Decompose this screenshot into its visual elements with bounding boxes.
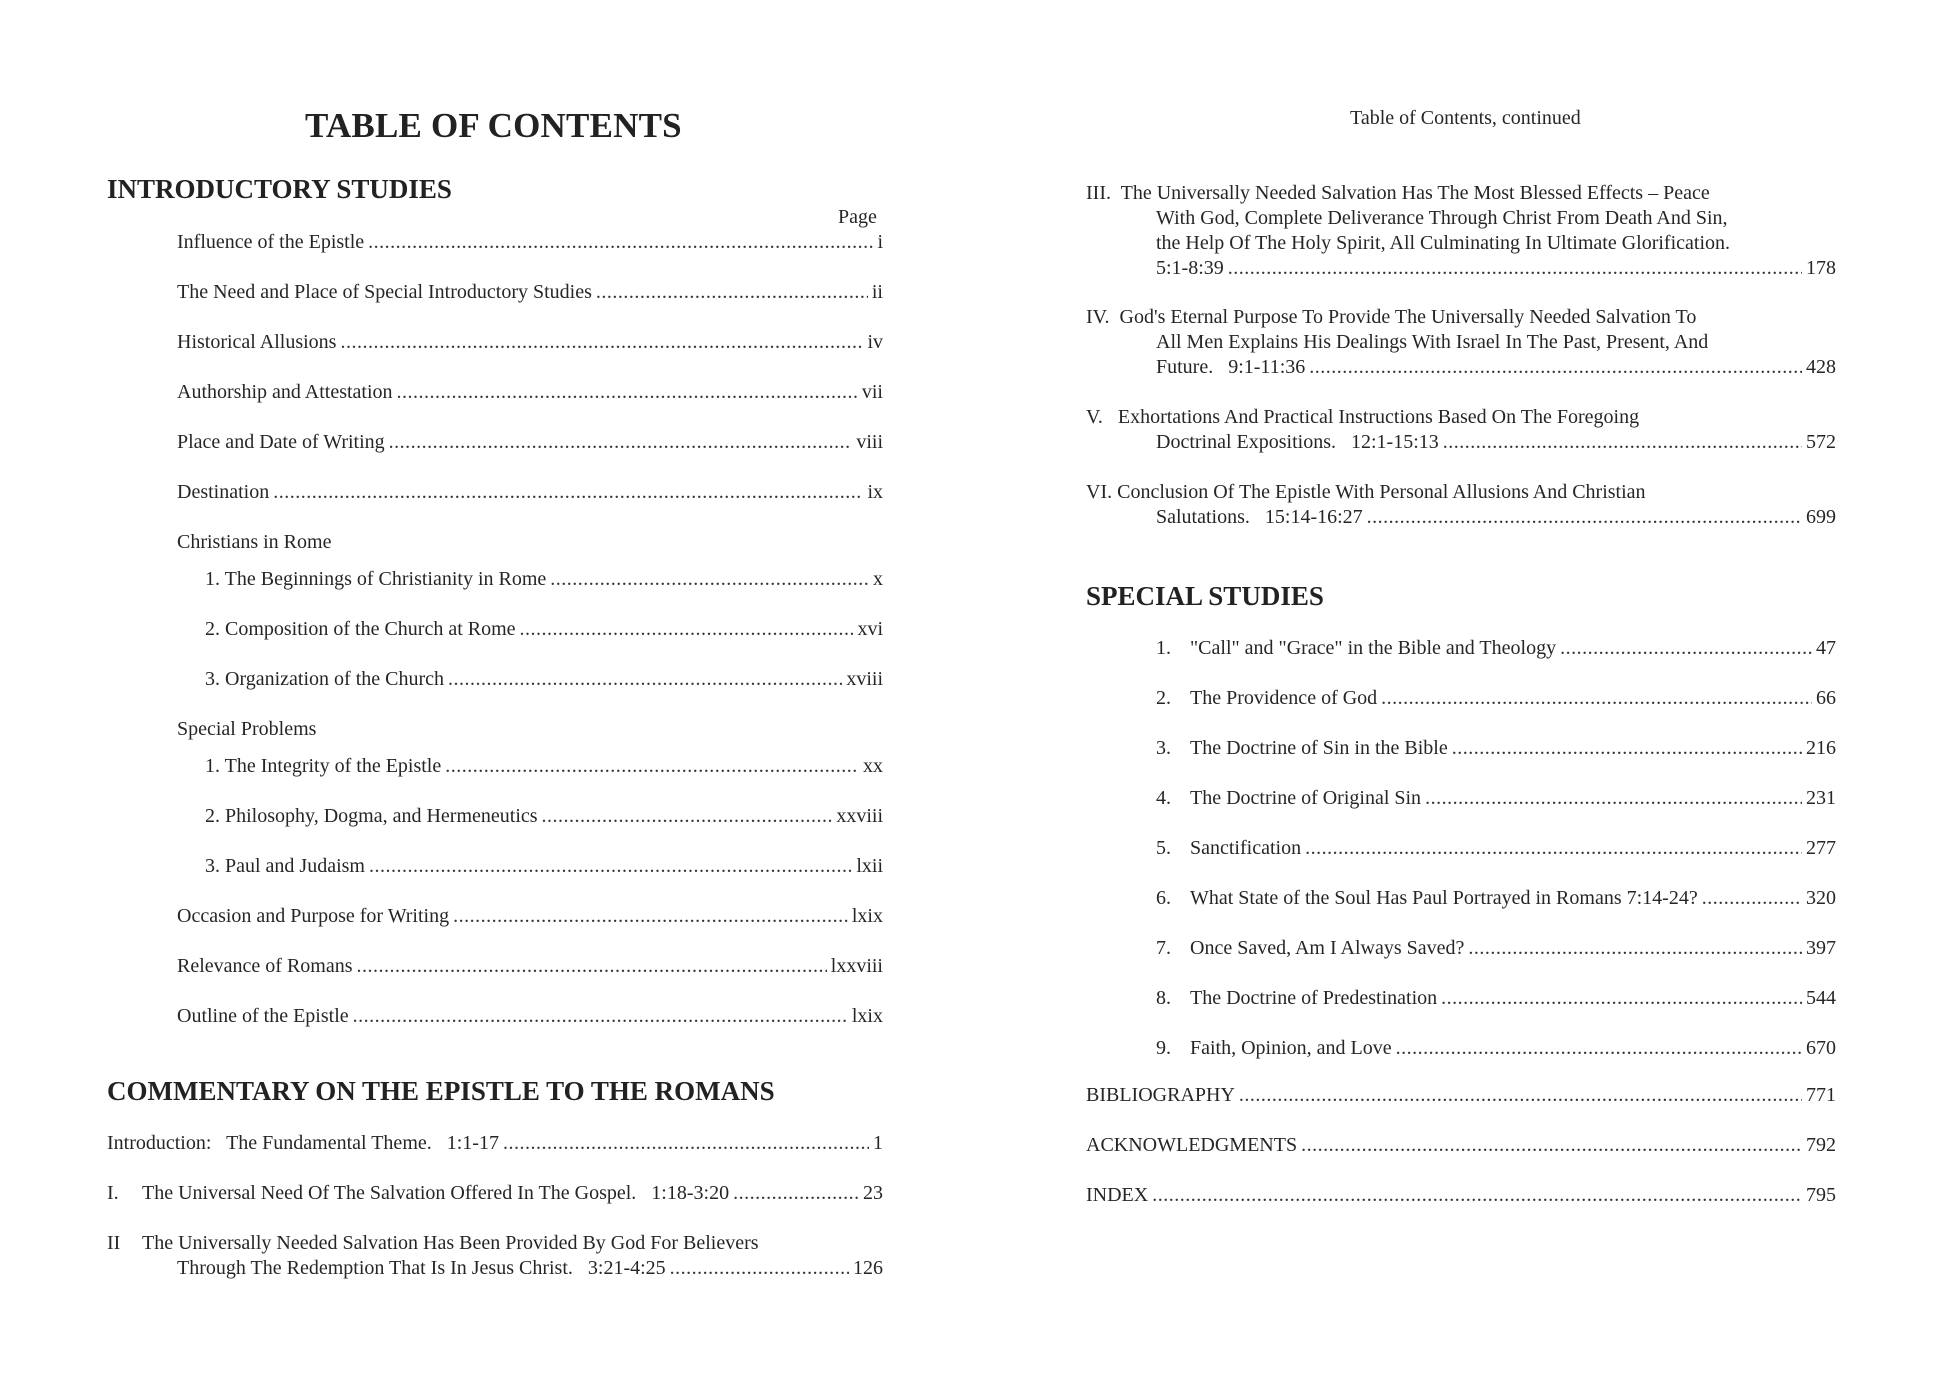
toc-entry-page: ii xyxy=(871,281,883,303)
toc-entry-title: Once Saved, Am I Always Saved? xyxy=(1190,937,1465,959)
toc-entry-page: 670 xyxy=(1806,1037,1836,1059)
toc-entry-page: x xyxy=(873,568,883,590)
toc-entry-page: 792 xyxy=(1806,1134,1836,1156)
study-number: 2. xyxy=(1156,687,1171,709)
toc-entry[interactable] xyxy=(177,1004,883,1029)
study-number: 8. xyxy=(1156,987,1171,1009)
toc-entry-title: Doctrinal Expositions. 12:1-15:13 xyxy=(1156,431,1439,453)
toc-entry-page: 397 xyxy=(1806,937,1836,959)
toc-group-christians-in-rome: Christians in Rome xyxy=(177,531,332,553)
toc-entry-title: 1. The Beginnings of Christianity in Rome xyxy=(205,568,547,590)
dot-leader xyxy=(448,667,842,692)
toc-entry-page: 428 xyxy=(1806,356,1836,378)
dot-leader xyxy=(1441,986,1802,1011)
dot-leader xyxy=(1152,1183,1802,1208)
toc-entry[interactable] xyxy=(177,380,883,405)
toc-entry-title: Occasion and Purpose for Writing xyxy=(177,905,450,927)
part-4-line-1: IV. God's Eternal Purpose To Provide The Universally Needed Salvation To xyxy=(1086,306,1697,328)
dot-leader xyxy=(596,280,868,305)
toc-entry-page: xvi xyxy=(857,618,883,640)
toc-entry-page: 544 xyxy=(1806,987,1836,1009)
toc-entry-title: Relevance of Romans xyxy=(177,955,353,977)
toc-entry-title: Historical Allusions xyxy=(177,331,337,353)
dot-leader xyxy=(733,1181,859,1206)
toc-entry-title: The Doctrine of Predestination xyxy=(1190,987,1438,1009)
toc-entry-index[interactable] xyxy=(1086,1183,1836,1208)
toc-entry-page: 771 xyxy=(1806,1084,1836,1106)
toc-entry[interactable] xyxy=(1156,686,1836,711)
toc-entry[interactable] xyxy=(1156,505,1836,530)
toc-entry[interactable] xyxy=(107,1181,883,1206)
dot-leader xyxy=(1228,256,1802,281)
toc-entry-title: 5:1-8:39 xyxy=(1156,257,1224,279)
dot-leader xyxy=(397,380,858,405)
toc-group-special-problems: Special Problems xyxy=(177,718,317,740)
toc-entry-title: 2. Composition of the Church at Rome xyxy=(205,618,516,640)
part-numeral: I. xyxy=(107,1182,119,1204)
toc-entry-title: 3. Paul and Judaism xyxy=(205,855,365,877)
toc-entry[interactable] xyxy=(205,667,883,692)
toc-entry-title: The Doctrine of Original Sin xyxy=(1190,787,1422,809)
toc-entry[interactable] xyxy=(1156,736,1836,761)
dot-leader xyxy=(353,1004,848,1029)
toc-entry-title: BIBLIOGRAPHY xyxy=(1086,1084,1235,1106)
toc-entry-page: lxxviii xyxy=(830,955,883,977)
toc-entry[interactable] xyxy=(177,1256,883,1281)
toc-entry-title: Influence of the Epistle xyxy=(177,231,365,253)
toc-entry-title: The Providence of God xyxy=(1190,687,1378,709)
toc-entry[interactable] xyxy=(1156,636,1836,661)
toc-entry-page: xx xyxy=(863,755,883,777)
toc-entry[interactable] xyxy=(1156,355,1836,380)
toc-entry-page: 277 xyxy=(1806,837,1836,859)
dot-leader xyxy=(1425,786,1802,811)
dot-leader xyxy=(273,480,863,505)
toc-entry-page: 126 xyxy=(853,1257,883,1279)
toc-entry-page: lxix xyxy=(851,905,883,927)
toc-entry[interactable] xyxy=(205,567,883,592)
special-studies-heading: SPECIAL STUDIES xyxy=(1086,581,1324,611)
toc-entry[interactable] xyxy=(177,330,883,355)
toc-entry[interactable] xyxy=(177,230,883,255)
study-number: 9. xyxy=(1156,1037,1171,1059)
dot-leader xyxy=(503,1131,869,1156)
toc-entry[interactable] xyxy=(177,480,883,505)
toc-entry-title: Salutations. 15:14-16:27 xyxy=(1156,506,1363,528)
toc-entry-title: Sanctification xyxy=(1190,837,1302,859)
toc-entry-page: i xyxy=(877,231,883,253)
toc-entry-page: 66 xyxy=(1816,687,1836,709)
dot-leader xyxy=(453,904,848,929)
toc-entry-page: 795 xyxy=(1806,1184,1836,1206)
toc-entry[interactable] xyxy=(205,754,883,779)
dot-leader xyxy=(368,230,873,255)
dot-leader xyxy=(357,954,827,979)
right-page xyxy=(973,0,1946,1382)
toc-entry-page: lxix xyxy=(851,1005,883,1027)
toc-entry-page: viii xyxy=(856,431,883,453)
dot-leader xyxy=(1702,886,1802,911)
dot-leader xyxy=(1396,1036,1802,1061)
toc-entry-page: iv xyxy=(867,331,883,353)
toc-entry-page: 47 xyxy=(1816,637,1836,659)
toc-entry-title: 3. Organization of the Church xyxy=(205,668,445,690)
toc-entry-page: vii xyxy=(861,381,883,403)
toc-entry-title: The Universal Need Of The Salvation Offered In The Gospel. 1:18-3:20 xyxy=(142,1182,730,1204)
toc-entry[interactable] xyxy=(1156,886,1836,911)
toc-entry-page: 231 xyxy=(1806,787,1836,809)
toc-entry[interactable] xyxy=(177,430,883,455)
toc-entry[interactable] xyxy=(1156,1036,1836,1061)
dot-leader xyxy=(389,430,853,455)
study-number: 7. xyxy=(1156,937,1171,959)
part-2-line-1: The Universally Needed Salvation Has Been Provided By God For Believers xyxy=(142,1232,759,1254)
study-number: 1. xyxy=(1156,637,1171,659)
part-3-line-3: the Help Of The Holy Spirit, All Culminating In Ultimate Glorification. xyxy=(1156,232,1730,254)
dot-leader xyxy=(1381,686,1812,711)
toc-entry-page: xxviii xyxy=(836,805,883,827)
part-6-line-1: VI. Conclusion Of The Epistle With Personal Allusions And Christian xyxy=(1086,481,1646,503)
toc-entry-title: INDEX xyxy=(1086,1184,1149,1206)
toc-entry-title: 2. Philosophy, Dogma, and Hermeneutics xyxy=(205,805,538,827)
toc-entry-acknowledgments[interactable] xyxy=(1086,1133,1836,1158)
toc-entry-page: 178 xyxy=(1806,257,1836,279)
toc-entry-title: The Doctrine of Sin in the Bible xyxy=(1190,737,1448,759)
part-numeral: II xyxy=(107,1232,121,1254)
toc-entry-page: lxii xyxy=(856,855,883,877)
dot-leader xyxy=(1367,505,1802,530)
dot-leader xyxy=(1560,636,1812,661)
dot-leader xyxy=(1309,355,1802,380)
part-3-line-2: With God, Complete Deliverance Through Christ From Death And Sin, xyxy=(1156,207,1728,229)
toc-entry[interactable] xyxy=(177,904,883,929)
toc-entry-title: "Call" and "Grace" in the Bible and Theology xyxy=(1190,637,1557,659)
dot-leader xyxy=(340,330,863,355)
toc-entry-page: 699 xyxy=(1806,506,1836,528)
toc-entry[interactable] xyxy=(1156,936,1836,961)
study-number: 5. xyxy=(1156,837,1171,859)
study-number: 6. xyxy=(1156,887,1171,909)
page-title: TABLE OF CONTENTS xyxy=(305,106,682,145)
toc-entry-page: 1 xyxy=(873,1132,883,1154)
toc-entry-page: 572 xyxy=(1806,431,1836,453)
study-number: 3. xyxy=(1156,737,1171,759)
page-column-label: Page xyxy=(838,206,877,228)
toc-entry-title: Through The Redemption That Is In Jesus Christ. 3:21-4:25 xyxy=(177,1257,666,1279)
toc-entry[interactable] xyxy=(205,617,883,642)
toc-entry-page: 216 xyxy=(1806,737,1836,759)
toc-entry[interactable] xyxy=(177,280,883,305)
dot-leader xyxy=(1239,1083,1802,1108)
toc-entry-title: ACKNOWLEDGMENTS xyxy=(1086,1134,1298,1156)
part-5-line-1: V. Exhortations And Practical Instructions Based On The Foregoing xyxy=(1086,406,1640,428)
dot-leader xyxy=(1301,1133,1802,1158)
toc-entry-title: Introduction: The Fundamental Theme. 1:1-17 xyxy=(107,1132,499,1154)
toc-entry-title: The Need and Place of Special Introductory Studies xyxy=(177,281,592,303)
part-4-line-2: All Men Explains His Dealings With Israel In The Past, Present, And xyxy=(1156,331,1709,353)
study-number: 4. xyxy=(1156,787,1171,809)
dot-leader xyxy=(1443,430,1802,455)
toc-entry-page: ix xyxy=(867,481,883,503)
toc-entry[interactable] xyxy=(1156,786,1836,811)
introductory-studies-heading: INTRODUCTORY STUDIES xyxy=(107,174,452,204)
dot-leader xyxy=(1452,736,1802,761)
toc-entry-title: Authorship and Attestation xyxy=(177,381,393,403)
dot-leader xyxy=(542,804,833,829)
dot-leader xyxy=(1305,836,1802,861)
toc-entry[interactable] xyxy=(1156,430,1836,455)
part-3-line-1: III. The Universally Needed Salvation Has The Most Blessed Effects – Peace xyxy=(1086,182,1710,204)
part-2-first-line xyxy=(107,1231,759,1256)
toc-entry-bibliography[interactable] xyxy=(1086,1083,1836,1108)
commentary-heading: COMMENTARY ON THE EPISTLE TO THE ROMANS xyxy=(107,1076,775,1106)
dot-leader xyxy=(670,1256,849,1281)
toc-entry[interactable] xyxy=(205,804,883,829)
continued-header: Table of Contents, continued xyxy=(1350,107,1581,129)
dot-leader xyxy=(520,617,854,642)
toc-entry-title: Outline of the Epistle xyxy=(177,1005,349,1027)
toc-entry-page: 320 xyxy=(1806,887,1836,909)
toc-entry[interactable] xyxy=(205,854,883,879)
toc-entry-title: Place and Date of Writing xyxy=(177,431,385,453)
toc-entry-title: What State of the Soul Has Paul Portrayed in Romans 7:14-24? xyxy=(1190,887,1698,909)
toc-entry-title: Faith, Opinion, and Love xyxy=(1190,1037,1392,1059)
toc-entry[interactable] xyxy=(107,1131,883,1156)
toc-entry-page: xviii xyxy=(846,668,883,690)
toc-entry-title: 1. The Integrity of the Epistle xyxy=(205,755,442,777)
toc-entry-page: 23 xyxy=(863,1182,883,1204)
toc-entry-title: Future. 9:1-11:36 xyxy=(1156,356,1306,378)
dot-leader xyxy=(369,854,852,879)
toc-entry[interactable] xyxy=(1156,986,1836,1011)
toc-entry-title: Destination xyxy=(177,481,270,503)
dot-leader xyxy=(1468,936,1802,961)
dot-leader xyxy=(550,567,869,592)
toc-entry[interactable] xyxy=(1156,836,1836,861)
dot-leader xyxy=(445,754,859,779)
toc-entry[interactable] xyxy=(177,954,883,979)
toc-entry[interactable] xyxy=(1156,256,1836,281)
